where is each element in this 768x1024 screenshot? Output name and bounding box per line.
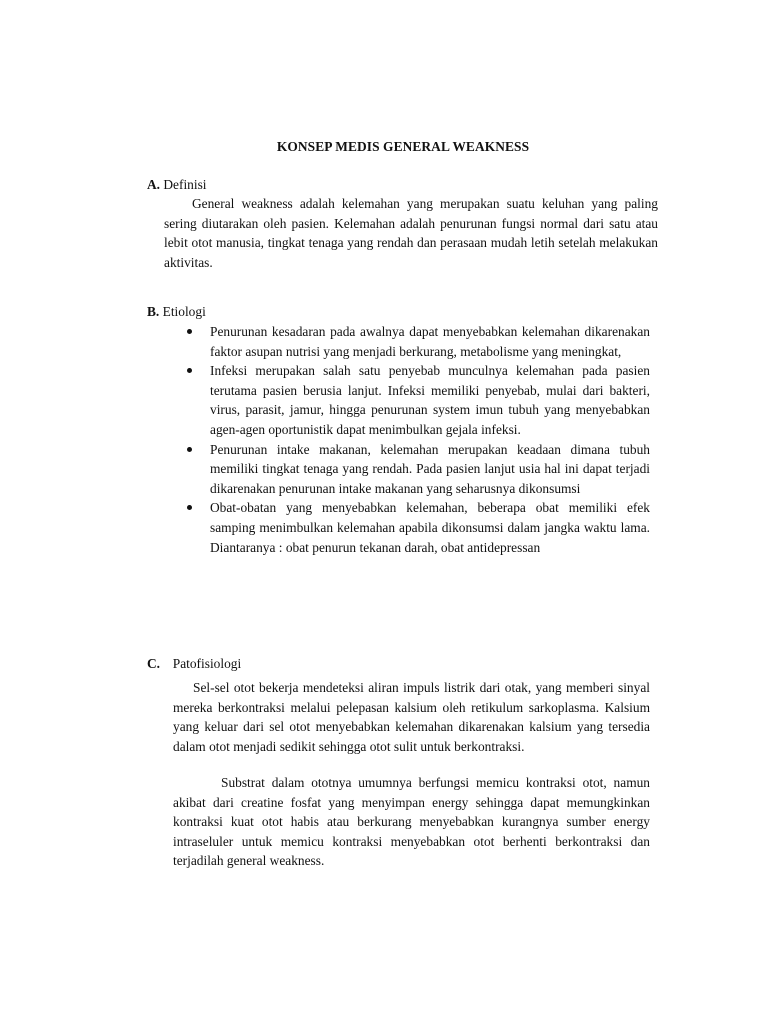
section-letter: B.	[147, 304, 160, 319]
section-title: Definisi	[163, 177, 207, 192]
bullet-icon	[187, 329, 192, 334]
list-item-text: Infeksi merupakan salah satu penyebab munculnya kelemahan pada pasien terutama pasien berusia lanjut. Infeksi memiliki penyebab, mulai dari bakteri, virus, parasit, jamur, hingga penurunan system imun tubuh yang menyebabkan agen-agen oportunistik dapat menimbulkan gejala infeksi.	[210, 363, 650, 437]
section-letter: A.	[147, 177, 161, 192]
patofisiologi-paragraph-2: Substrat dalam ototnya umumnya berfungsi memicu kontraksi otot, namun akibat dari creatine fosfat yang menyimpan energy sehingga dapat memungkinkan kontraksi kuat otot habis atau berkurang menyebabkan kurangnya sumber energy intraseluler untuk memicu kontraksi menyebabkan otot berhenti berkontraksi dan terjadilah general weakness.	[173, 775, 650, 869]
section-title: Patofisiologi	[172, 656, 242, 671]
list-item	[210, 322, 650, 361]
section-heading-definisi	[147, 175, 207, 195]
list-item-text: Penurunan intake makanan, kelemahan merupakan keadaan dimana tubuh memiliki tingkat tenaga yang rendah. Pada pasien lanjut usia hal ini dapat terjadi dikarenakan penurunan intake makanan yang seharusnya dikonsumsi	[210, 441, 650, 496]
etiologi-list	[210, 322, 650, 557]
section-title: Etiologi	[162, 304, 206, 319]
list-item-text: Penurunan kesadaran pada awalnya dapat menyebabkan kelemahan dikarenakan faktor asupan nutrisi yang menjadi berkurang, metabolisme yang meningkat,	[210, 324, 650, 359]
section-heading-patofisiologi	[147, 654, 241, 674]
definisi-paragraph: General weakness adalah kelemahan yang merupakan suatu keluhan yang paling sering diutarakan oleh pasien. Kelemahan adalah penurunan fungsi normal dari satu atau lebit otot manusia, tingkat tenaga yang rendah dan perasaan mudah letih setelah melakukan aktivitas.	[164, 196, 658, 270]
patofisiologi-paragraph-1: Sel-sel otot bekerja mendeteksi aliran impuls listrik dari otak, yang memberi sinyal mereka berkontraksi melalui pelepasan kalsium oleh retikulum sarkoplasma. Kalsium yang keluar dari sel otot menyebabkan kelemahan dikarenakan kalsium yang tersedia dalam otot menjadi sedikit sehingga otot sulit untuk berkontraksi.	[173, 680, 650, 754]
section-heading-etiologi	[147, 302, 206, 322]
bullet-icon	[187, 368, 192, 373]
bullet-icon	[187, 447, 192, 452]
bullet-icon	[187, 505, 192, 510]
list-item	[210, 361, 650, 439]
list-item	[210, 498, 650, 557]
list-item-text: Obat-obatan yang menyebabkan kelemahan, beberapa obat memiliki efek samping menimbulkan kelemahan apabila dikonsumsi dalam jangka waktu lama. Diantaranya : obat penurun tekanan darah, obat antidepressan	[210, 500, 650, 555]
document-title: KONSEP MEDIS GENERAL WEAKNESS	[276, 139, 530, 154]
section-letter: C.	[147, 656, 161, 671]
list-item	[210, 440, 650, 499]
